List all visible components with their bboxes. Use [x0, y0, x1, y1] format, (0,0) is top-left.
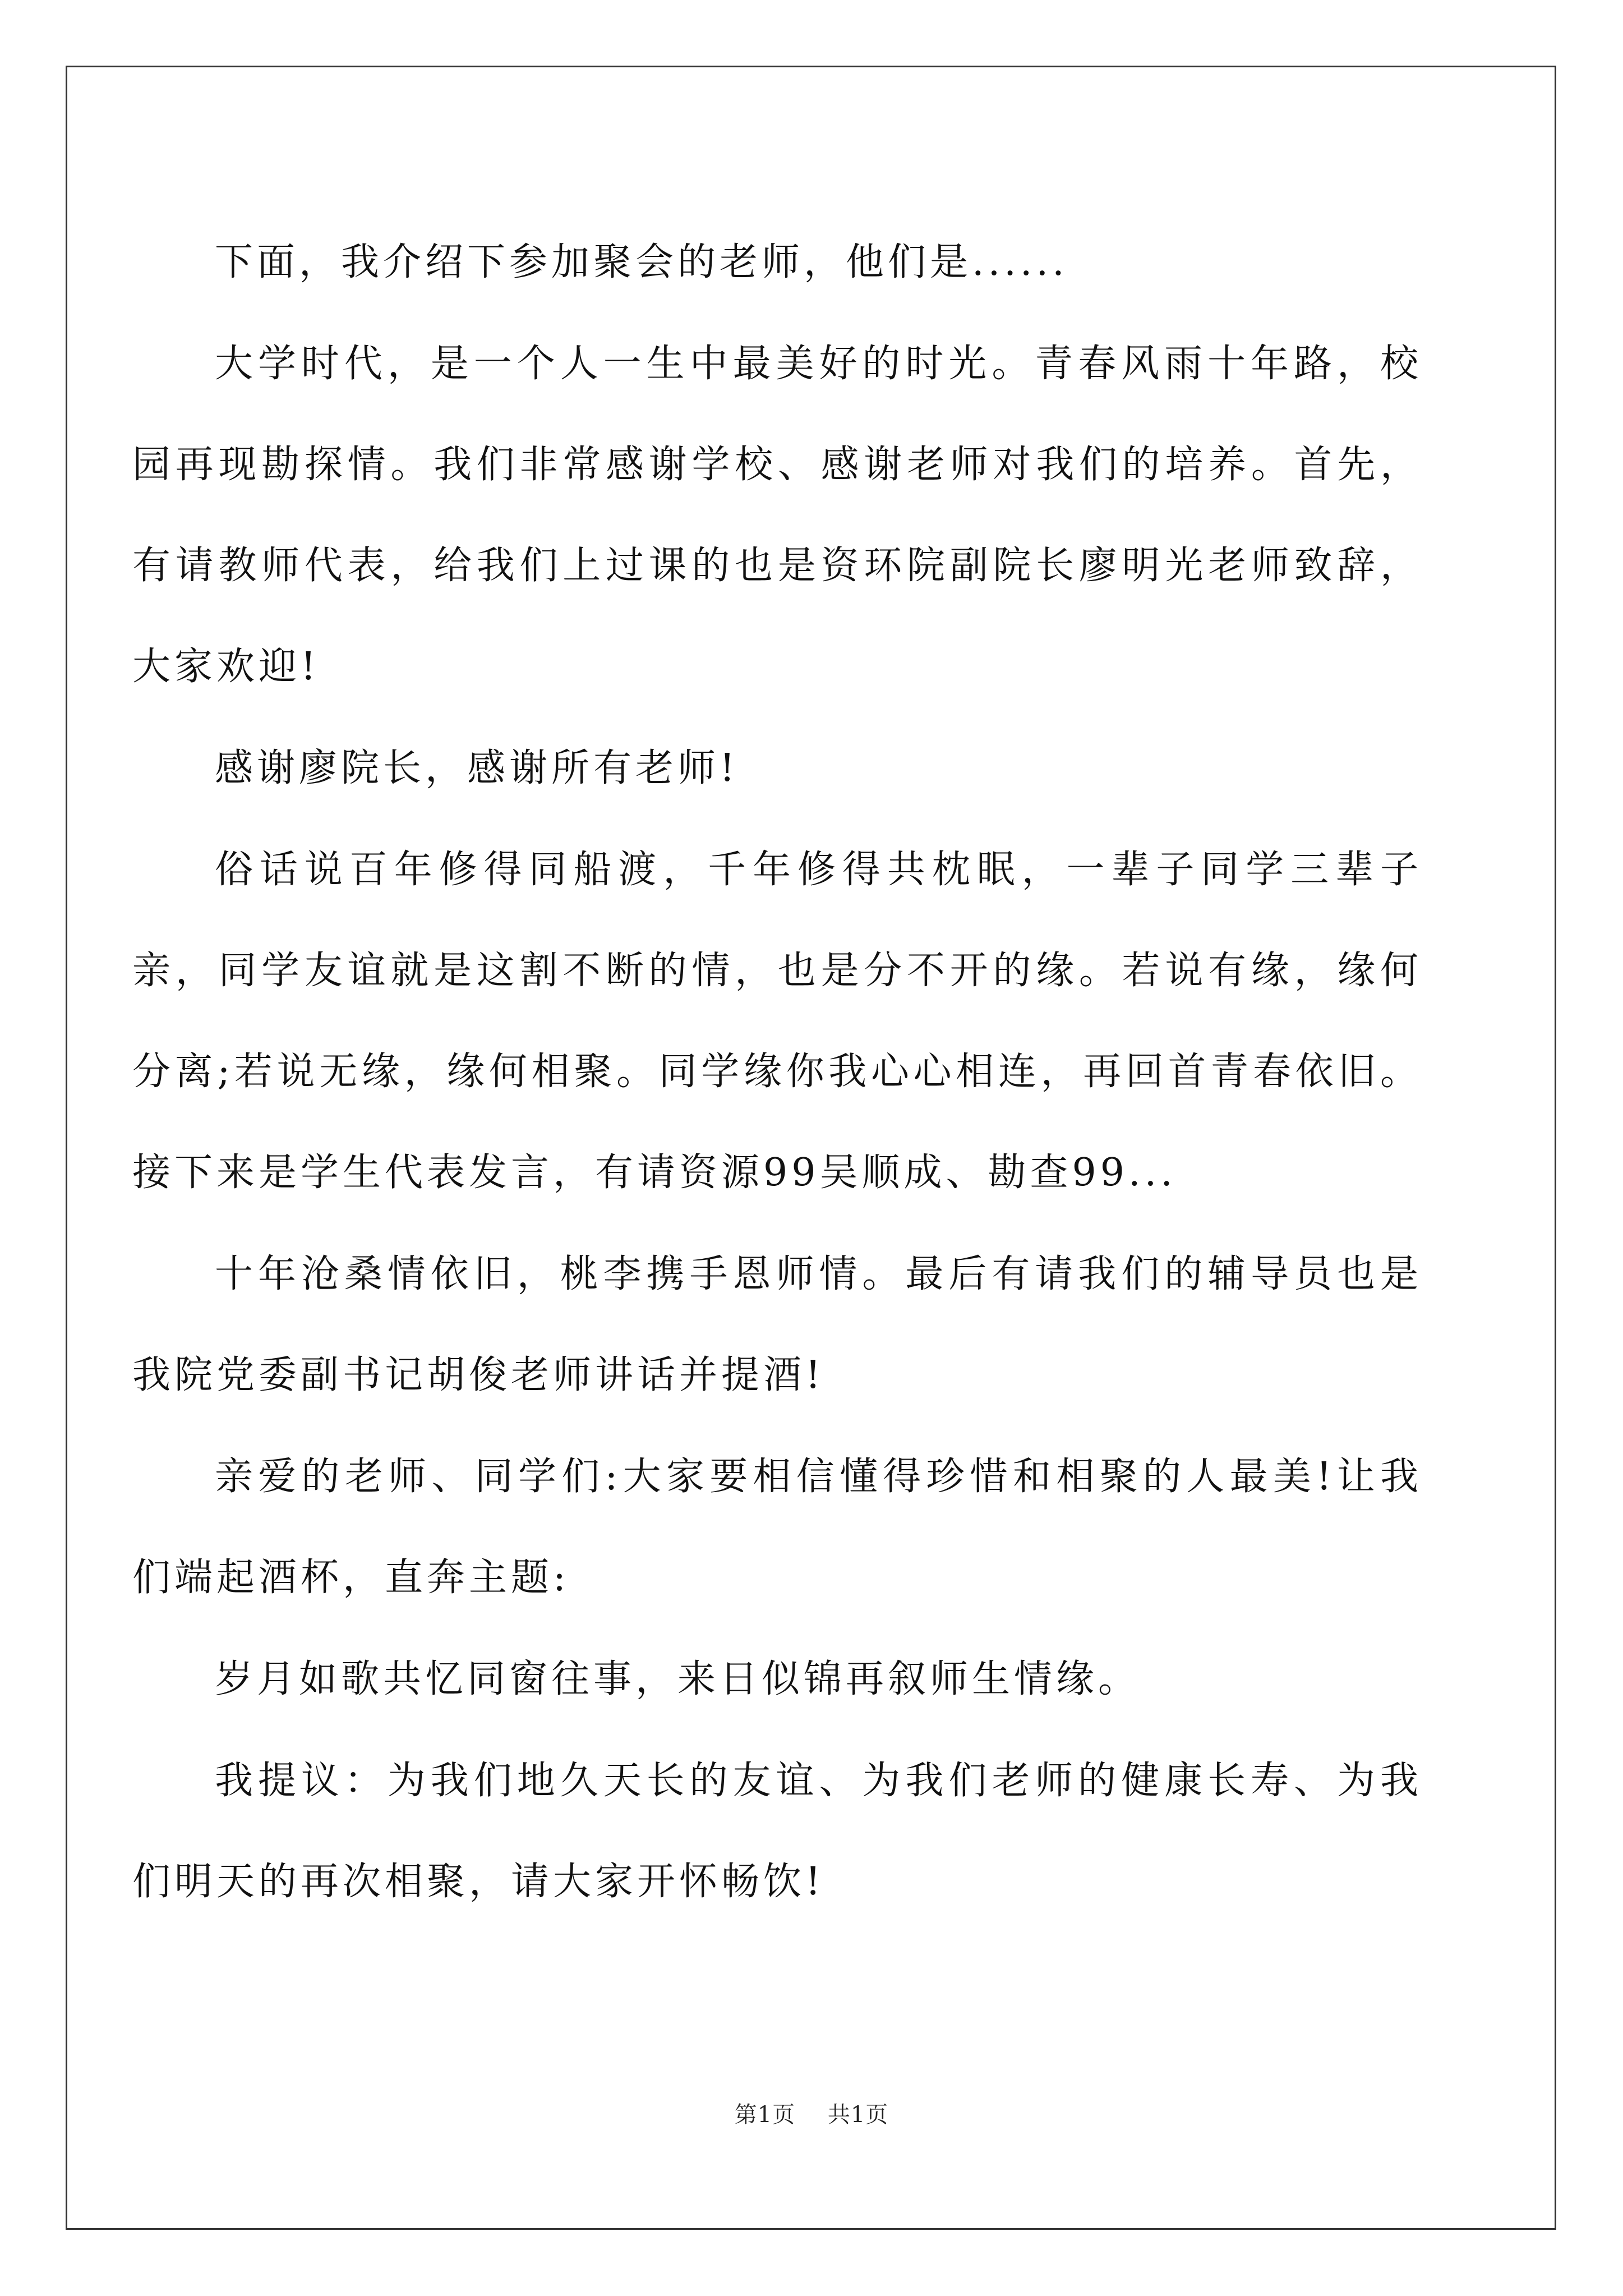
paragraph-thanks: 感谢廖院长，感谢所有老师!	[215, 746, 739, 790]
paragraph-intro-teachers: 下面，我介绍下参加聚会的老师，他们是......	[215, 240, 1068, 284]
page-number-total: 共1页	[827, 2102, 889, 2128]
paragraph-couplet: 岁月如歌共忆同窗往事，来日似锦再叙师生情缘。	[215, 1657, 1141, 1701]
document-body	[132, 212, 1422, 1933]
paragraph-university-days: 大学时代，是一个人一生中最美好的时光。青春风雨十年路，校园再现勘探情。我们非常感谢学校、感谢老师对我们的培养。首先，有请教师代表，给我们上过课的也是资环院副院长廖明光老师致辞，大家欢迎!	[132, 342, 1422, 689]
page-number-current: 第1页	[734, 2102, 796, 2128]
paragraph-classmates: 俗话说百年修得同船渡，千年修得共枕眠，一辈子同学三辈子亲，同学友谊就是这割不断的情，也是分不开的缘。若说有缘，缘何分离;若说无缘，缘何相聚。同学缘你我心心相连，再回首青春依旧。接下来是学生代表发言，有请资源99吴顺成、勘查99...	[132, 848, 1422, 1195]
paragraph-toast: 我提议：为我们地久天长的友谊、为我们老师的健康长寿、为我们明天的再次相聚，请大家开怀畅饮!	[132, 1759, 1422, 1904]
paragraph-counselor: 十年沧桑情依旧，桃李携手恩师情。最后有请我们的辅导员也是我院党委副书记胡俊老师讲话并提酒!	[132, 1252, 1422, 1397]
paragraph-raise-glasses: 亲爱的老师、同学们:大家要相信懂得珍惜和相聚的人最美!让我们端起酒杯，直奔主题:	[132, 1455, 1422, 1600]
page-footer	[0, 2097, 1623, 2129]
